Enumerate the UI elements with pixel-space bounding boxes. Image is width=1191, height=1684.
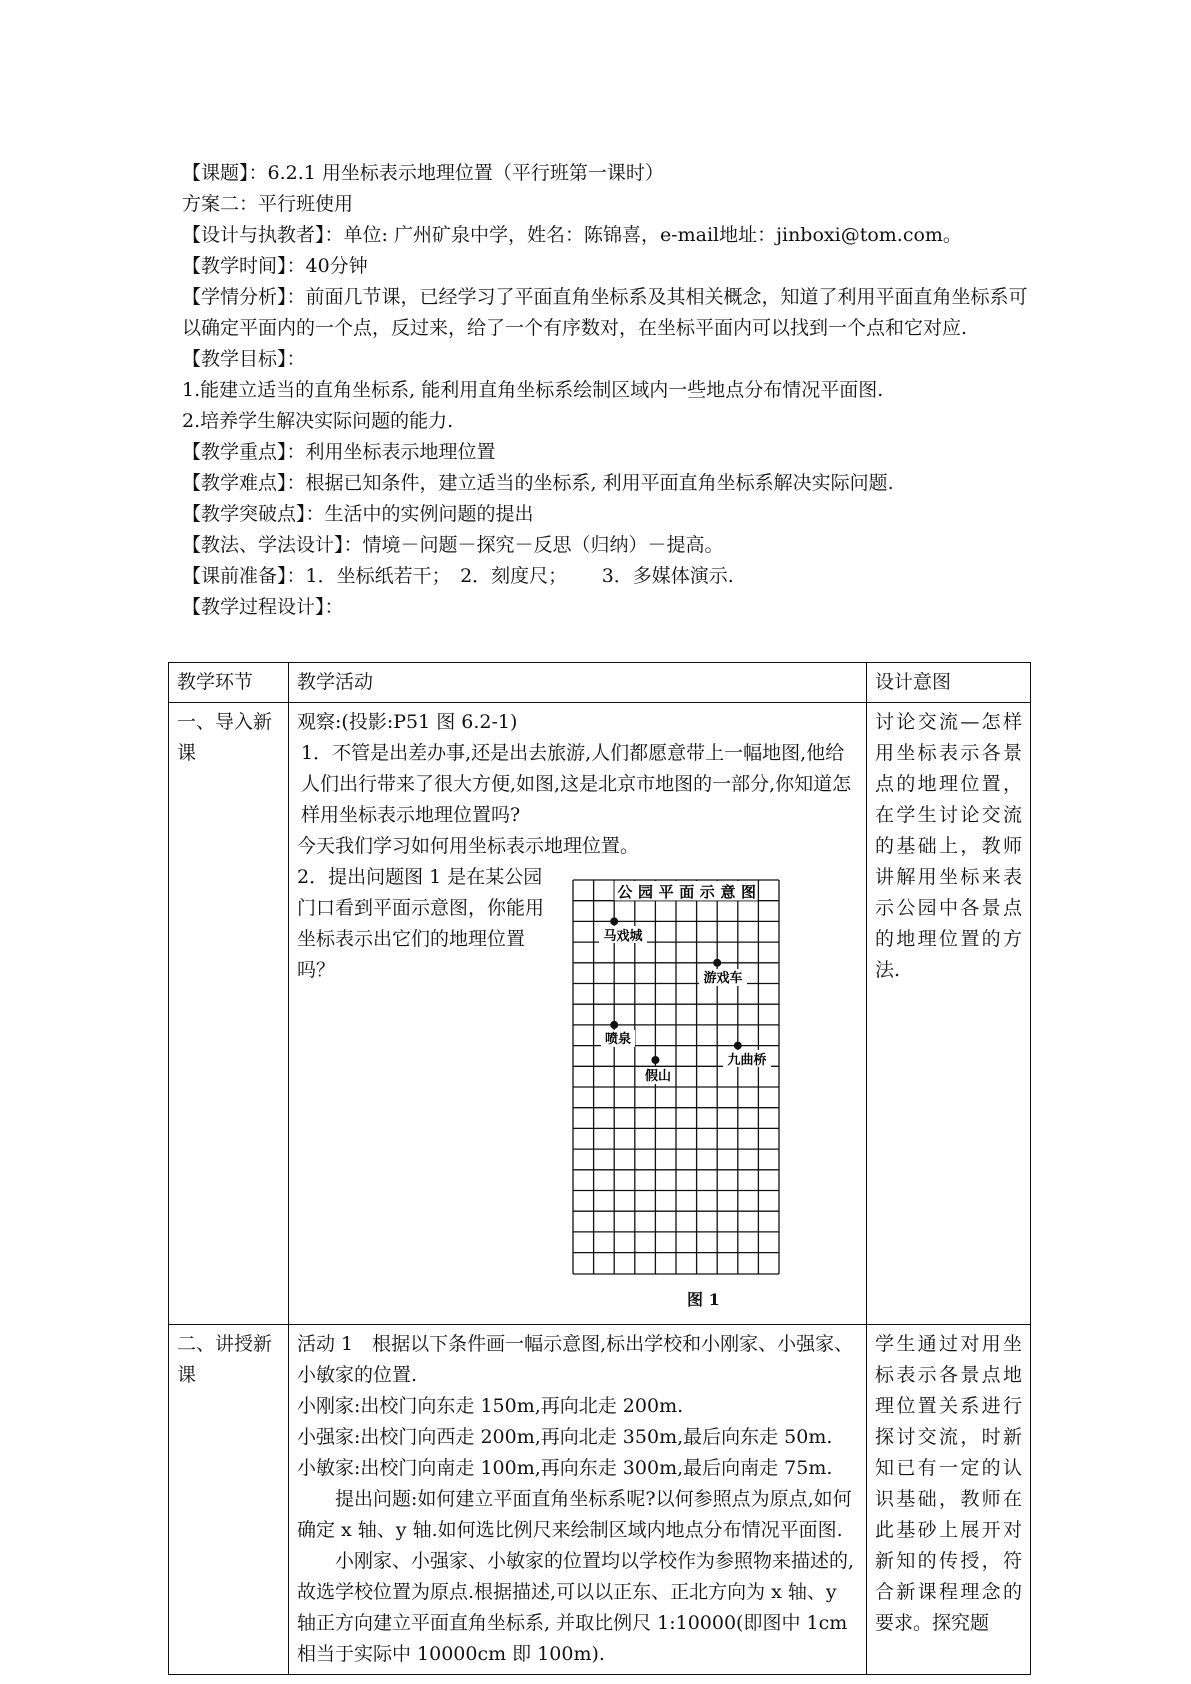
process-title: 【教学过程设计】：: [182, 596, 344, 618]
activity-cell: [289, 703, 867, 1325]
header-intent: 设计意图: [867, 663, 1031, 703]
map-title-char: 平: [658, 883, 674, 901]
goal-2: 2.培养学生解决实际问题的能力.: [182, 410, 454, 432]
key-point-line: 【教学重点】：利用坐标表示地理位置: [182, 441, 496, 463]
analysis-paragraph: 【学情分析】：前面几节课，已经学习了平面直角坐标系及其相关概念，知道了利用平面直角坐标系可以确定平面内的一个点，反过来，给了一个有序数对，在坐标平面内可以找到一个点和它对应.: [182, 286, 1028, 339]
activity-cell: [289, 1325, 867, 1675]
map-title-char: 面: [679, 883, 695, 901]
intro-paragraph-1: 1．不管是出差办事,还是出去旅游,人们都愿意带上一幅地图,他给人们出行带来了很大方便,如图,这是北京市地图的一部分,你知道怎样用坐标表示地理位置吗?: [301, 742, 852, 826]
xiaoqiang-text: 小强家:出校门向西走 200m,再向北走 350m,最后向东走 50m.: [297, 1426, 833, 1448]
plan-line: 方案二：平行班使用: [182, 193, 354, 215]
question-paragraph: 提出问题:如何建立平面直角坐标系呢?以何参照点为原点,如何确定 x 轴、y 轴.如何选比例尺来绘制区域内地点分布情况平面图.: [297, 1488, 852, 1541]
breakthrough-line: 【教学突破点】：生活中的实例问题的提出: [182, 503, 534, 525]
observe-text: 观察:(投影:P51 图 6.2-1): [297, 711, 518, 733]
map-location-rockery: [641, 1056, 675, 1084]
header-stage: 教学环节: [169, 663, 289, 703]
time-line: 【教学时间】：40分钟: [182, 255, 368, 277]
table-row: [169, 1325, 1031, 1675]
location-dot: [610, 1021, 618, 1029]
location-dot: [734, 1042, 742, 1050]
location-dot: [713, 959, 721, 967]
question-2: 2．提出问题图 1 是在某公园门口看到平面示意图，你能用坐标表示出它们的地理位置吗？: [297, 866, 545, 981]
map-title-char: 图: [740, 883, 757, 901]
map-title-char: 意: [720, 883, 736, 901]
header-activity: 教学活动: [289, 663, 867, 703]
location-label: 马戏城: [603, 929, 643, 944]
activity-1-text: 活动 1 根据以下条件画一幅示意图,标出学校和小刚家、小强家、小敏家的位置.: [297, 1333, 854, 1386]
location-dot: [651, 1056, 659, 1064]
lesson-header: [182, 158, 1032, 623]
stage-cell: 一、导入新课: [169, 703, 289, 1325]
goals-title: 【教学目标】：: [182, 348, 306, 370]
stage-cell: 二、讲授新课: [169, 1325, 289, 1675]
xiaogang-text: 小刚家:出校门向东走 150m,再向北走 200m.: [297, 1395, 684, 1417]
figure-block: [297, 862, 858, 1320]
map-title-char: 园: [637, 883, 654, 901]
map-title: [615, 881, 758, 901]
xiaomin-text: 小敏家:出校门向南走 100m,再向东走 300m,最后向南走 75m.: [297, 1457, 833, 1479]
location-dot: [610, 917, 618, 925]
map-title-char: 公: [617, 883, 633, 901]
intent-cell: 讨论交流—怎样用坐标表示各景点的地理位置，在学生讨论交流的基础上，教师讲解用坐标来表示公园中各景点的地理位置的方法.: [867, 703, 1031, 1325]
explanation-paragraph: 小刚家、小强家、小敏家的位置均以学校作为参照物来描述的, 故选学校位置为原点.根据描述,可以以正东、正北方向为 x 轴、y 轴正方向建立平面直角坐标系, 并取比例尺 1:10000(即图中 1cm 相当于实际中 10000cm 即 100m).: [297, 1550, 855, 1665]
location-label: 喷泉: [604, 1032, 632, 1047]
prep-line: 【课前准备】：1．坐标纸若干； 2．刻度尺； 3．多媒体演示.: [182, 565, 734, 587]
location-label: 九曲桥: [727, 1053, 767, 1068]
map-title-char: 示: [699, 883, 715, 901]
goal-1: 1.能建立适当的直角坐标系, 能利用直角坐标系绘制区域内一些地点分布情况平面图.: [182, 379, 884, 401]
intent-cell: 学生通过对用坐标表示各景点地理位置关系进行探讨交流，时新知已有一定的认识基础，教师在此基砂上展开对新知的传授，符合新课程理念的要求。探究题: [867, 1325, 1031, 1675]
intro-paragraph-2: 今天我们学习如何用坐标表示地理位置。: [297, 835, 640, 857]
method-line: 【教法、学法设计】：情境－问题－探究－反思（归纳）－提高。: [182, 534, 724, 556]
location-label: 假山: [644, 1069, 672, 1084]
figure-caption: 图 1: [687, 1290, 720, 1309]
topic-line: 【课题】：6.2.1 用坐标表示地理位置（平行班第一课时）: [182, 162, 664, 184]
location-label: 游戏车: [703, 971, 743, 986]
table-header-row: [169, 663, 1031, 703]
table-row: [169, 703, 1031, 1325]
difficulty-line: 【教学难点】：根据已知条件，建立适当的坐标系, 利用平面直角坐标系解决实际问题.: [182, 472, 894, 494]
park-map: [571, 878, 781, 1278]
teaching-process-table: [168, 662, 1031, 1675]
designer-line: 【设计与执教者】：单位: 广州矿泉中学，姓名：陈锦喜，e-mail地址：jinboxi@tom.com。: [182, 224, 962, 246]
